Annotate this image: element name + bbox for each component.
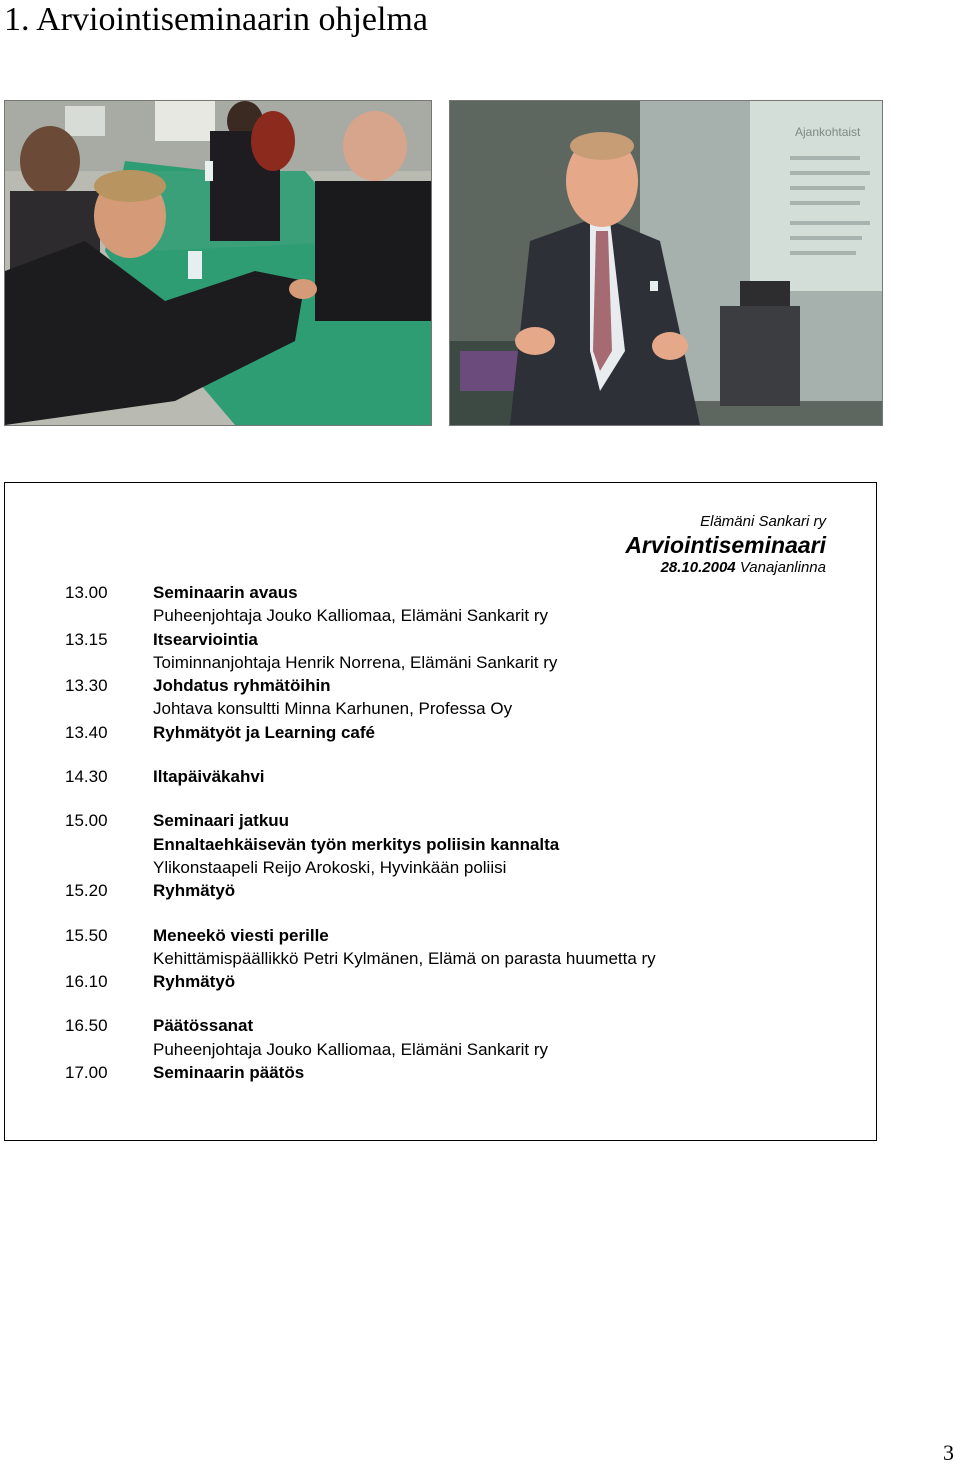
- schedule-time: 13.30: [65, 676, 108, 696]
- schedule-time: 15.20: [65, 881, 108, 901]
- schedule-item: [65, 581, 825, 604]
- schedule-time: 15.50: [65, 925, 108, 945]
- schedule-title: Ryhmätyö: [153, 972, 236, 992]
- schedule-title: Seminaari jatkuu: [153, 811, 290, 831]
- schedule-item: [65, 809, 825, 832]
- schedule-title: Ryhmätyöt ja Learning café: [153, 722, 376, 742]
- schedule-title: Seminaarin avaus: [153, 583, 298, 602]
- schedule-detail: Kehittämispäällikkö Petri Kylmänen, Elämä on parasta huumetta ry: [153, 948, 656, 968]
- speaker-image: [450, 101, 882, 425]
- schedule-detail: Ylikonstaapeli Reijo Arokoski, Hyvinkään poliisi: [153, 857, 507, 877]
- schedule-subtitle: Ennaltaehkäisevän työn merkitys poliisin kannalta: [153, 834, 560, 854]
- schedule-time: 13.40: [65, 722, 108, 742]
- schedule-title: Seminaarin päätös: [153, 1063, 305, 1083]
- schedule-item: [65, 1014, 825, 1037]
- seminar-place: Vanajanlinna: [739, 559, 826, 576]
- schedule-time: 13.15: [65, 629, 108, 649]
- schedule-item: [65, 674, 825, 697]
- schedule-detail: Puheenjohtaja Jouko Kalliomaa, Elämäni Sankarit ry: [153, 1039, 549, 1059]
- spacer: [65, 993, 825, 1014]
- schedule-time: 13.00: [65, 583, 108, 602]
- schedule-title: Päätössanat: [153, 1016, 254, 1036]
- schedule-title: Johdatus ryhmätöihin: [153, 676, 331, 696]
- schedule-detail: Puheenjohtaja Jouko Kalliomaa, Elämäni Sankarit ry: [153, 606, 549, 626]
- spacer: [65, 903, 825, 924]
- schedule-time: 16.50: [65, 1016, 108, 1036]
- schedule: [65, 581, 825, 1084]
- group-work-photo: [4, 100, 432, 426]
- schedule-time: 17.00: [65, 1063, 108, 1083]
- schedule-item: [65, 628, 825, 651]
- schedule-time: 14.30: [65, 767, 108, 787]
- schedule-item: [65, 879, 825, 902]
- seminar-date-place: [625, 559, 826, 577]
- program-box: [4, 482, 877, 1141]
- schedule-item: [65, 970, 825, 993]
- schedule-title: Iltapäiväkahvi: [153, 767, 265, 787]
- spacer: [65, 788, 825, 809]
- schedule-time: 15.00: [65, 811, 108, 831]
- organizer-name: Elämäni Sankari ry: [700, 513, 826, 530]
- schedule-detail: Johtava konsultti Minna Karhunen, Professa Oy: [153, 699, 513, 719]
- schedule-title: Meneekö viesti perille: [153, 925, 329, 945]
- schedule-time: 16.10: [65, 972, 108, 992]
- seminar-name: Arviointiseminaari: [625, 532, 826, 558]
- speaker-photo: [449, 100, 883, 426]
- schedule-item: [65, 765, 825, 788]
- schedule-detail: Toiminnanjohtaja Henrik Norrena, Elämäni Sankarit ry: [153, 652, 558, 672]
- schedule-item: [65, 924, 825, 947]
- schedule-item: [65, 721, 825, 744]
- seminar-date: 28.10.2004: [660, 559, 736, 576]
- page-title: 1. Arviointiseminaarin ohjelma: [4, 1, 428, 38]
- group-work-image: [5, 101, 431, 425]
- page-number: 3: [943, 1440, 954, 1465]
- schedule-title: Itsearviointia: [153, 629, 258, 649]
- schedule-item: [65, 1061, 825, 1084]
- schedule-title: Ryhmätyö: [153, 881, 236, 901]
- slide-title: Ajankohtaist: [795, 125, 861, 139]
- seminar-header: [625, 513, 826, 577]
- spacer: [65, 744, 825, 765]
